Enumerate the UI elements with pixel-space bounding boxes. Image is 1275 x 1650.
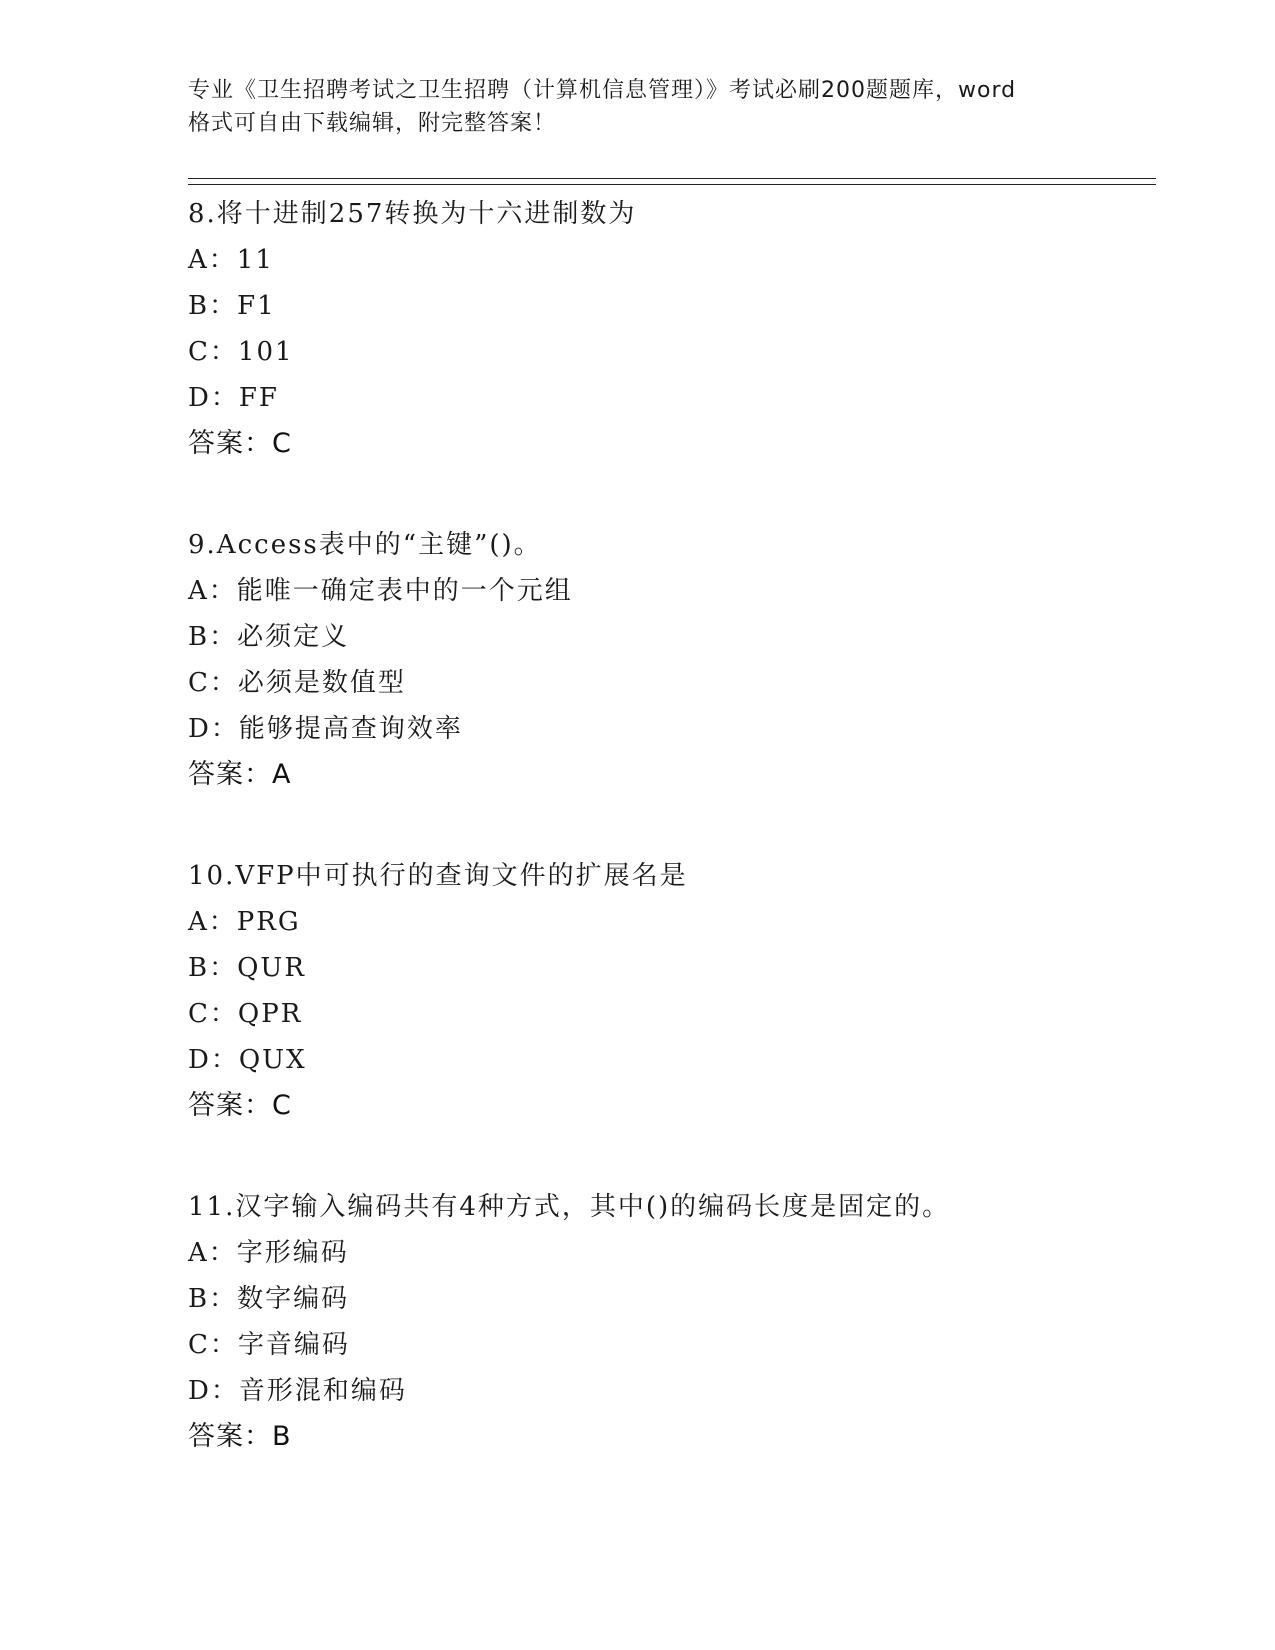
option-row bbox=[188, 899, 1156, 945]
answer-line: 答案：B bbox=[188, 1421, 292, 1452]
question-title: 8.将十进制257转换为十六进制数为 bbox=[188, 199, 637, 229]
question-title: 11.汉字输入编码共有4种方式，其中()的编码长度是固定的。 bbox=[188, 1192, 951, 1222]
option-text: 11 bbox=[236, 245, 274, 275]
option-row bbox=[188, 1037, 1156, 1083]
option-row bbox=[188, 283, 1156, 329]
question-block bbox=[188, 522, 1156, 798]
option-label: A： bbox=[188, 576, 237, 606]
option-text: 能唯一确定表中的一个元组 bbox=[236, 576, 573, 606]
option-text: 必须定义 bbox=[237, 622, 350, 652]
option-label: B： bbox=[188, 953, 238, 983]
option-label: B： bbox=[188, 622, 238, 652]
option-row bbox=[188, 329, 1156, 375]
option-row bbox=[188, 660, 1156, 706]
answer-line: 答案：C bbox=[188, 428, 292, 459]
option-label: B： bbox=[188, 291, 238, 321]
option-text: 音形混和编码 bbox=[238, 1376, 407, 1406]
option-row bbox=[188, 1230, 1156, 1276]
option-text: 字形编码 bbox=[236, 1238, 349, 1268]
option-row bbox=[188, 706, 1156, 752]
header-line-2: 格式可自由下载编辑，附完整答案！ bbox=[188, 111, 557, 136]
option-row bbox=[188, 1368, 1156, 1414]
option-text: 数字编码 bbox=[237, 1284, 350, 1314]
question-block bbox=[188, 191, 1156, 467]
option-row bbox=[188, 375, 1156, 421]
answer-line: 答案：C bbox=[188, 1090, 292, 1121]
option-label: C： bbox=[188, 1330, 238, 1360]
question-list bbox=[188, 191, 1156, 1515]
option-label: A： bbox=[188, 907, 237, 937]
option-label: A： bbox=[188, 245, 237, 275]
question-title: 10.VFP中可执行的查询文件的扩展名是 bbox=[188, 861, 688, 891]
option-row bbox=[188, 614, 1156, 660]
option-label: C： bbox=[188, 337, 238, 367]
question-block bbox=[188, 853, 1156, 1129]
option-row bbox=[188, 1276, 1156, 1322]
header-line-1: 专业《卫生招聘考试之卫生招聘（计算机信息管理）》考试必刷200题题库，word bbox=[188, 78, 1017, 103]
option-text: 必须是数值型 bbox=[237, 668, 406, 698]
option-text: F1 bbox=[237, 291, 276, 321]
option-text: 能够提高查询效率 bbox=[238, 714, 463, 744]
option-label: D： bbox=[188, 383, 239, 413]
question-block bbox=[188, 1184, 1156, 1460]
option-text: FF bbox=[238, 383, 279, 413]
option-label: D： bbox=[188, 1045, 239, 1075]
option-label: A： bbox=[188, 1238, 237, 1268]
header-divider-bottom bbox=[188, 184, 1156, 185]
option-label: C： bbox=[188, 668, 238, 698]
document-header bbox=[188, 74, 1088, 140]
option-text: QPR bbox=[237, 999, 303, 1029]
question-title: 9.Access表中的“主键”()。 bbox=[188, 530, 542, 560]
option-text: PRG bbox=[236, 907, 301, 937]
option-text: 字音编码 bbox=[237, 1330, 350, 1360]
option-row bbox=[188, 991, 1156, 1037]
option-label: C： bbox=[188, 999, 238, 1029]
option-label: D： bbox=[188, 714, 239, 744]
option-text: QUR bbox=[237, 953, 306, 983]
option-label: B： bbox=[188, 1284, 238, 1314]
option-row bbox=[188, 1322, 1156, 1368]
option-row bbox=[188, 568, 1156, 614]
option-row bbox=[188, 237, 1156, 283]
answer-line: 答案：A bbox=[188, 759, 292, 790]
option-row bbox=[188, 945, 1156, 991]
option-text: 101 bbox=[237, 337, 294, 367]
header-divider-top bbox=[188, 178, 1156, 179]
option-label: D： bbox=[188, 1376, 239, 1406]
option-text: QUX bbox=[238, 1045, 307, 1075]
